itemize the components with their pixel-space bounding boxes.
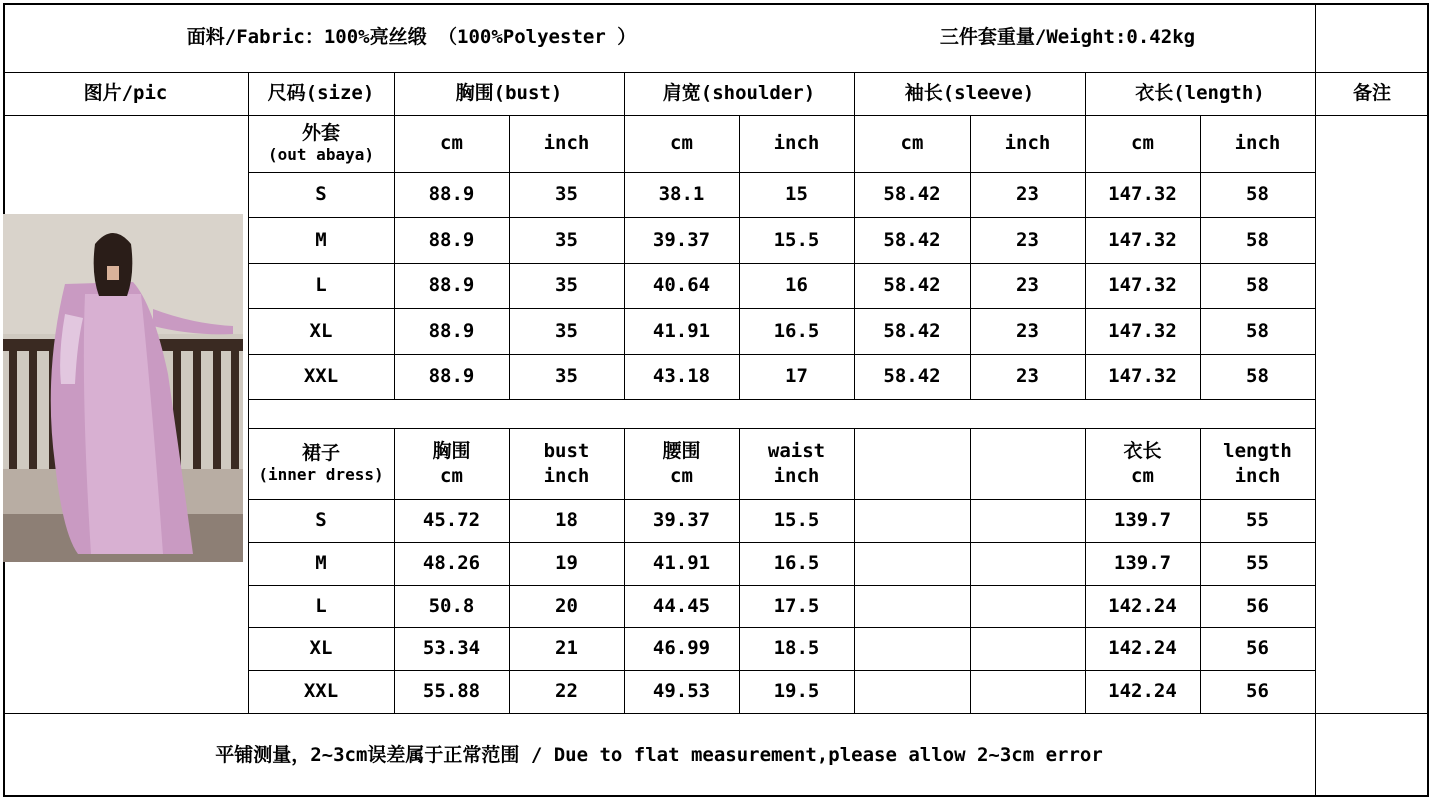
inner-value-cell bbox=[739, 585, 854, 627]
outer-value-cell bbox=[1200, 172, 1315, 217]
weight-info-text: 三件套重量/Weight:0.42kg bbox=[939, 26, 1196, 49]
column-pic bbox=[3, 72, 248, 115]
inner-header-text: inch bbox=[1234, 464, 1281, 487]
outer-value-cell-text: 88.9 bbox=[428, 365, 475, 388]
outer-value-cell-text: 58.42 bbox=[883, 228, 941, 251]
outer-value-cell bbox=[739, 217, 854, 263]
outer-unit bbox=[1085, 115, 1200, 172]
outer-value-cell bbox=[509, 354, 624, 399]
outer-value-cell-text: 58.42 bbox=[883, 319, 941, 342]
outer-value-cell bbox=[739, 172, 854, 217]
outer-value-cell bbox=[624, 172, 739, 217]
outer-unit-text: inch bbox=[543, 132, 590, 155]
footer-note-text: 平铺测量，2~3cm误差属于正常范围 / Due to flat measurement,please allow 2~3cm error bbox=[215, 743, 1103, 766]
outer-value-cell-text: 147.32 bbox=[1108, 365, 1177, 388]
inner-value-cell-text: 55 bbox=[1246, 552, 1269, 575]
inner-value-cell-text: 41.91 bbox=[652, 552, 711, 575]
inner-value-cell-text: 48.26 bbox=[422, 552, 481, 575]
inner-value-cell bbox=[1085, 542, 1200, 585]
inner-value-cell bbox=[1200, 499, 1315, 542]
footer-note bbox=[3, 713, 1315, 797]
inner-value-cell bbox=[1085, 499, 1200, 542]
outer-size-cell bbox=[248, 263, 394, 308]
outer-value-cell-text: 147.32 bbox=[1108, 228, 1177, 251]
inner-header-text: bust bbox=[543, 439, 590, 462]
column-notes bbox=[1315, 72, 1429, 115]
inner-value-cell bbox=[1200, 542, 1315, 585]
inner-value-cell-text: 20 bbox=[555, 594, 578, 617]
inner-size-cell bbox=[248, 585, 394, 627]
outer-value-cell-text: 58 bbox=[1246, 228, 1269, 251]
inner-value-cell-text: 56 bbox=[1246, 680, 1269, 703]
outer-value-cell-text: 147.32 bbox=[1108, 274, 1177, 297]
outer-size-cell bbox=[248, 172, 394, 217]
inner-value-cell bbox=[739, 670, 854, 713]
outer-size-cell bbox=[248, 308, 394, 354]
column-sleeve bbox=[854, 72, 1085, 115]
inner-value-cell-text: 53.34 bbox=[422, 637, 481, 660]
inner-value-cell bbox=[739, 499, 854, 542]
inner-size-cell-text: S bbox=[315, 509, 327, 532]
inner-header-text: cm bbox=[1131, 464, 1154, 487]
outer-value-cell-text: 23 bbox=[1016, 365, 1039, 388]
outer-unit bbox=[509, 115, 624, 172]
inner-size-cell bbox=[248, 542, 394, 585]
column-length bbox=[1085, 72, 1315, 115]
grid-vline bbox=[970, 428, 971, 713]
column-bust bbox=[394, 72, 624, 115]
outer-unit bbox=[624, 115, 739, 172]
outer-unit bbox=[1200, 115, 1315, 172]
column-size-text: 尺码(size) bbox=[267, 82, 375, 105]
outer-value-cell-text: 35 bbox=[555, 365, 578, 388]
outer-value-cell-text: 35 bbox=[555, 319, 578, 342]
inner-value-cell-text: 19 bbox=[555, 552, 578, 575]
inner-value-cell bbox=[1200, 670, 1315, 713]
outer-value-cell bbox=[1200, 263, 1315, 308]
inner-value-cell-text: 45.72 bbox=[422, 509, 481, 532]
outer-value-cell bbox=[1200, 354, 1315, 399]
outer-unit-text: cm bbox=[1131, 132, 1154, 155]
inner-value-cell-text: 55.88 bbox=[422, 680, 481, 703]
inner-value-cell-text: 142.24 bbox=[1108, 637, 1177, 660]
outer-value-cell-text: 43.18 bbox=[652, 365, 711, 388]
inner-value-cell-text: 50.8 bbox=[428, 594, 475, 617]
inner-value-cell-text: 56 bbox=[1246, 594, 1269, 617]
outer-value-cell bbox=[854, 354, 970, 399]
inner-size-cell-text: XXL bbox=[303, 680, 339, 703]
inner-value-cell bbox=[394, 499, 509, 542]
inner-value-cell bbox=[624, 627, 739, 670]
outer-value-cell bbox=[509, 263, 624, 308]
outer-value-cell bbox=[1200, 308, 1315, 354]
column-size bbox=[248, 72, 394, 115]
outer-value-cell bbox=[1085, 308, 1200, 354]
inner-header bbox=[394, 428, 509, 499]
inner-header-text: inch bbox=[773, 464, 820, 487]
inner-label bbox=[248, 428, 394, 499]
outer-size-cell-text: XL bbox=[309, 319, 333, 342]
outer-value-cell-text: 15.5 bbox=[773, 228, 820, 251]
inner-value-cell bbox=[509, 499, 624, 542]
outer-value-cell bbox=[854, 263, 970, 308]
inner-value-cell bbox=[394, 542, 509, 585]
outer-value-cell bbox=[624, 217, 739, 263]
inner-value-cell-text: 44.45 bbox=[652, 594, 711, 617]
outer-label-text: (out abaya) bbox=[268, 145, 374, 165]
inner-header-text: 衣长 bbox=[1123, 439, 1162, 462]
outer-value-cell bbox=[394, 308, 509, 354]
inner-value-cell bbox=[1085, 585, 1200, 627]
outer-value-cell bbox=[970, 172, 1085, 217]
outer-value-cell bbox=[624, 308, 739, 354]
outer-value-cell bbox=[394, 263, 509, 308]
outer-value-cell bbox=[854, 172, 970, 217]
inner-value-cell-text: 46.99 bbox=[652, 637, 711, 660]
outer-value-cell-text: 88.9 bbox=[428, 183, 475, 206]
inner-value-cell bbox=[739, 627, 854, 670]
outer-value-cell-text: 147.32 bbox=[1108, 319, 1177, 342]
inner-header-text: length bbox=[1223, 439, 1292, 462]
column-shoulder bbox=[624, 72, 854, 115]
outer-value-cell bbox=[1085, 263, 1200, 308]
inner-value-cell bbox=[1200, 627, 1315, 670]
inner-value-cell-text: 142.24 bbox=[1108, 680, 1177, 703]
inner-size-cell-text: XL bbox=[309, 637, 333, 660]
outer-value-cell bbox=[624, 263, 739, 308]
outer-value-cell bbox=[970, 308, 1085, 354]
inner-value-cell-text: 16.5 bbox=[773, 552, 820, 575]
inner-size-cell bbox=[248, 499, 394, 542]
outer-value-cell-text: 58.42 bbox=[883, 365, 941, 388]
column-shoulder-text: 肩宽(shoulder) bbox=[662, 82, 816, 105]
outer-value-cell-text: 16.5 bbox=[773, 319, 820, 342]
inner-value-cell-text: 21 bbox=[555, 637, 578, 660]
outer-value-cell-text: 23 bbox=[1016, 274, 1039, 297]
inner-value-cell-text: 18.5 bbox=[773, 637, 820, 660]
model-in-abaya-image bbox=[3, 214, 243, 562]
outer-size-cell-text: L bbox=[315, 274, 327, 297]
inner-value-cell bbox=[509, 670, 624, 713]
outer-value-cell bbox=[739, 308, 854, 354]
outer-value-cell bbox=[1085, 354, 1200, 399]
outer-unit bbox=[739, 115, 854, 172]
outer-value-cell bbox=[624, 354, 739, 399]
inner-value-cell-text: 49.53 bbox=[652, 680, 711, 703]
outer-value-cell-text: 58.42 bbox=[883, 183, 941, 206]
inner-value-cell bbox=[624, 499, 739, 542]
outer-unit-text: inch bbox=[1004, 132, 1051, 155]
inner-header-text: cm bbox=[440, 464, 463, 487]
outer-value-cell-text: 58.42 bbox=[883, 274, 941, 297]
outer-value-cell-text: 58 bbox=[1246, 274, 1269, 297]
column-bust-text: 胸围(bust) bbox=[455, 82, 563, 105]
inner-value-cell bbox=[739, 542, 854, 585]
inner-header-text: inch bbox=[543, 464, 590, 487]
inner-value-cell bbox=[394, 670, 509, 713]
outer-value-cell bbox=[394, 354, 509, 399]
outer-value-cell-text: 35 bbox=[555, 228, 578, 251]
inner-value-cell-text: 139.7 bbox=[1113, 552, 1172, 575]
inner-header-text: cm bbox=[670, 464, 693, 487]
inner-value-cell-text: 39.37 bbox=[652, 509, 711, 532]
outer-value-cell-text: 88.9 bbox=[428, 274, 475, 297]
outer-value-cell-text: 40.64 bbox=[652, 274, 711, 297]
inner-value-cell-text: 22 bbox=[555, 680, 578, 703]
fabric-info bbox=[3, 3, 820, 72]
inner-value-cell-text: 18 bbox=[555, 509, 578, 532]
column-length-text: 衣长(length) bbox=[1135, 82, 1265, 105]
outer-value-cell bbox=[509, 217, 624, 263]
outer-value-cell bbox=[1200, 217, 1315, 263]
outer-value-cell bbox=[509, 308, 624, 354]
outer-unit bbox=[970, 115, 1085, 172]
inner-value-cell-text: 17.5 bbox=[773, 594, 820, 617]
outer-label bbox=[248, 115, 394, 172]
outer-label-text: 外套 bbox=[301, 121, 340, 144]
outer-value-cell-text: 88.9 bbox=[428, 319, 475, 342]
outer-value-cell bbox=[970, 354, 1085, 399]
outer-value-cell-text: 35 bbox=[555, 274, 578, 297]
column-sleeve-text: 袖长(sleeve) bbox=[904, 82, 1035, 105]
outer-value-cell bbox=[394, 217, 509, 263]
grid-vline bbox=[854, 428, 855, 713]
inner-value-cell-text: 56 bbox=[1246, 637, 1269, 660]
outer-value-cell-text: 16 bbox=[785, 274, 808, 297]
inner-header-text: 腰围 bbox=[662, 439, 701, 462]
inner-header-text: 胸围 bbox=[432, 439, 471, 462]
outer-size-cell-text: XXL bbox=[303, 365, 339, 388]
outer-value-cell-text: 58 bbox=[1246, 183, 1269, 206]
inner-value-cell bbox=[509, 542, 624, 585]
outer-value-cell bbox=[854, 217, 970, 263]
outer-value-cell-text: 58 bbox=[1246, 365, 1269, 388]
inner-value-cell bbox=[624, 542, 739, 585]
outer-size-cell-text: S bbox=[315, 183, 327, 206]
inner-value-cell-text: 19.5 bbox=[773, 680, 820, 703]
inner-size-cell-text: L bbox=[315, 594, 327, 617]
outer-unit-text: cm bbox=[670, 132, 693, 155]
outer-value-cell-text: 23 bbox=[1016, 228, 1039, 251]
outer-unit-text: inch bbox=[1234, 132, 1281, 155]
outer-value-cell-text: 35 bbox=[555, 183, 578, 206]
outer-unit bbox=[854, 115, 970, 172]
outer-size-cell bbox=[248, 217, 394, 263]
grid-vline bbox=[1315, 3, 1316, 797]
inner-header bbox=[509, 428, 624, 499]
outer-value-cell-text: 88.9 bbox=[428, 228, 475, 251]
column-pic-text: 图片/pic bbox=[83, 82, 168, 105]
inner-label-text: (inner dress) bbox=[258, 465, 384, 485]
outer-size-cell bbox=[248, 354, 394, 399]
weight-info bbox=[820, 3, 1315, 72]
outer-value-cell bbox=[854, 308, 970, 354]
outer-unit-text: cm bbox=[900, 132, 924, 155]
outer-value-cell bbox=[739, 354, 854, 399]
outer-size-cell-text: M bbox=[315, 228, 327, 251]
outer-value-cell-text: 15 bbox=[785, 183, 808, 206]
inner-size-cell-text: M bbox=[315, 552, 327, 575]
inner-value-cell bbox=[509, 585, 624, 627]
inner-value-cell-text: 139.7 bbox=[1113, 509, 1172, 532]
inner-value-cell bbox=[1085, 670, 1200, 713]
outer-value-cell bbox=[739, 263, 854, 308]
outer-unit-text: inch bbox=[773, 132, 820, 155]
inner-size-cell bbox=[248, 670, 394, 713]
outer-value-cell-text: 58 bbox=[1246, 319, 1269, 342]
inner-value-cell-text: 55 bbox=[1246, 509, 1269, 532]
inner-label-text: 裙子 bbox=[301, 441, 340, 464]
inner-value-cell bbox=[394, 627, 509, 670]
outer-value-cell-text: 17 bbox=[785, 365, 808, 388]
inner-size-cell bbox=[248, 627, 394, 670]
inner-header-text: waist bbox=[767, 439, 826, 462]
grid-hline bbox=[248, 399, 1315, 400]
outer-value-cell bbox=[509, 172, 624, 217]
fabric-info-text: 面料/Fabric：100%亮丝缎 （100%Polyester ） bbox=[186, 26, 637, 49]
inner-value-cell-text: 15.5 bbox=[773, 509, 820, 532]
inner-value-cell bbox=[1200, 585, 1315, 627]
outer-value-cell bbox=[1085, 217, 1200, 263]
inner-header bbox=[1085, 428, 1200, 499]
outer-value-cell bbox=[1085, 172, 1200, 217]
outer-value-cell-text: 38.1 bbox=[658, 183, 705, 206]
inner-value-cell bbox=[1085, 627, 1200, 670]
inner-value-cell bbox=[394, 585, 509, 627]
inner-value-cell-text: 142.24 bbox=[1108, 594, 1177, 617]
outer-value-cell bbox=[394, 172, 509, 217]
inner-header bbox=[739, 428, 854, 499]
inner-header bbox=[1200, 428, 1315, 499]
inner-value-cell bbox=[509, 627, 624, 670]
outer-value-cell bbox=[970, 263, 1085, 308]
outer-value-cell bbox=[970, 217, 1085, 263]
outer-value-cell-text: 41.91 bbox=[652, 319, 711, 342]
outer-value-cell-text: 23 bbox=[1016, 319, 1039, 342]
column-notes-text: 备注 bbox=[1352, 82, 1391, 105]
inner-value-cell bbox=[624, 670, 739, 713]
inner-value-cell bbox=[624, 585, 739, 627]
outer-value-cell-text: 23 bbox=[1016, 183, 1039, 206]
inner-header bbox=[624, 428, 739, 499]
product-photo bbox=[3, 214, 243, 562]
outer-value-cell-text: 147.32 bbox=[1108, 183, 1177, 206]
outer-unit-text: cm bbox=[440, 132, 463, 155]
outer-unit bbox=[394, 115, 509, 172]
outer-value-cell-text: 39.37 bbox=[652, 228, 711, 251]
